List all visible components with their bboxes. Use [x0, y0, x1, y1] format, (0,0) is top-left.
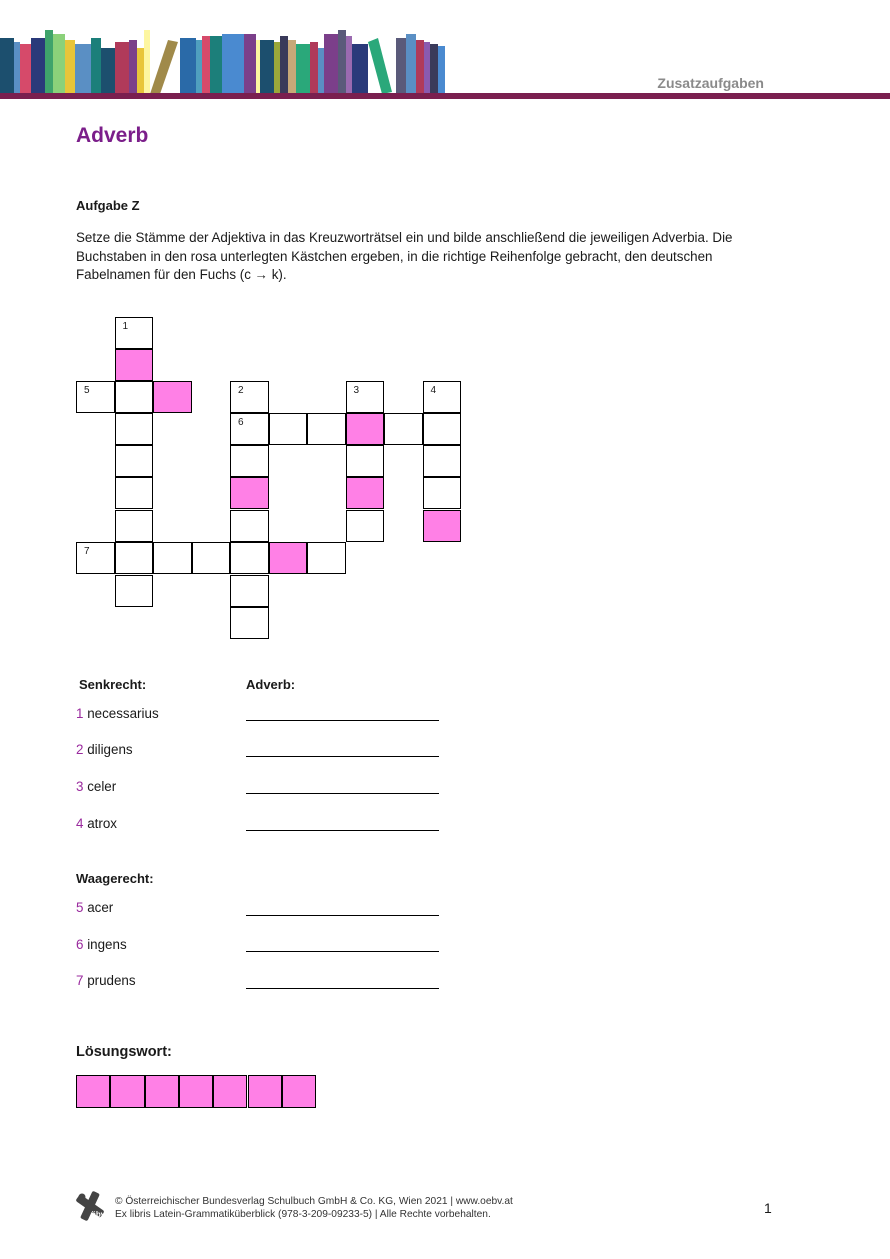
- crossword-cell[interactable]: [115, 542, 154, 574]
- solution-cell[interactable]: [110, 1075, 144, 1108]
- crossword-cell[interactable]: [269, 413, 308, 445]
- crossword-cell[interactable]: [307, 542, 346, 574]
- horizontal-heading: Waagerecht:: [76, 871, 154, 886]
- clue-item: 4 atrox: [76, 816, 117, 831]
- crossword-cell[interactable]: [153, 542, 192, 574]
- bookshelf-decoration: [0, 28, 450, 94]
- clue-number: 2: [238, 385, 244, 396]
- clue-item: 7 prudens: [76, 973, 136, 988]
- crossword-cell-highlighted[interactable]: [346, 413, 385, 445]
- crossword-cell[interactable]: [115, 477, 154, 509]
- crossword-cell-highlighted[interactable]: [269, 542, 308, 574]
- crossword-cell[interactable]: [115, 510, 154, 542]
- answer-line[interactable]: [246, 975, 439, 989]
- crossword-cell-highlighted[interactable]: [346, 477, 385, 509]
- crossword-cell[interactable]: [76, 381, 115, 413]
- solution-cell[interactable]: [248, 1075, 282, 1108]
- clue-number: 1: [122, 321, 129, 332]
- crossword-cell[interactable]: [423, 445, 462, 477]
- answer-line[interactable]: [246, 938, 439, 952]
- solution-cell[interactable]: [179, 1075, 213, 1108]
- crossword-cell[interactable]: [230, 542, 269, 574]
- answer-line[interactable]: [246, 780, 439, 794]
- solution-label: Lösungswort:: [76, 1044, 172, 1060]
- crossword-cell[interactable]: [230, 445, 269, 477]
- answer-line[interactable]: [246, 707, 439, 721]
- crossword-cell[interactable]: [307, 413, 346, 445]
- section-label: Zusatzaufgaben: [657, 75, 764, 91]
- crossword-cell[interactable]: [115, 381, 154, 413]
- clue-item: 6 ingens: [76, 937, 127, 952]
- crossword-cell[interactable]: [346, 445, 385, 477]
- crossword-cell[interactable]: [230, 607, 269, 639]
- solution-cell[interactable]: [282, 1075, 316, 1108]
- crossword-cell[interactable]: [346, 381, 385, 413]
- page-title: Adverb: [76, 124, 149, 147]
- crossword-cell[interactable]: [423, 413, 462, 445]
- solution-cell[interactable]: [145, 1075, 179, 1108]
- answer-line[interactable]: [246, 817, 439, 831]
- crossword-cell[interactable]: [230, 381, 269, 413]
- svg-text:öbv: öbv: [91, 1210, 106, 1219]
- crossword-cell-highlighted[interactable]: [230, 477, 269, 509]
- instruction-line: Fabelnamen für den Fuchs (c → k).: [76, 267, 287, 282]
- publisher-logo-icon: [74, 1190, 106, 1222]
- crossword-cell[interactable]: [230, 510, 269, 542]
- crossword-cell[interactable]: [76, 542, 115, 574]
- clue-number: 7: [84, 546, 90, 557]
- footer-copyright: © Österreichischer Bundesverlag Schulbuch GmbH & Co. KG, Wien 2021 | www.oebv.at Ex libris Latein-Grammatiküberblick (978-3-209-09233-5) | Alle Rechte vorbehalten.: [115, 1196, 513, 1220]
- crossword-cell-highlighted[interactable]: [115, 349, 154, 381]
- crossword-cell[interactable]: [346, 510, 385, 542]
- vertical-heading: Senkrecht:: [79, 677, 147, 692]
- instruction-line: Setze die Stämme der Adjektiva in das Kreuzworträtsel ein und bilde anschließend die jeweiligen Adverbia. Die: [76, 230, 733, 245]
- crossword-cell[interactable]: [192, 542, 231, 574]
- answer-line[interactable]: [246, 743, 439, 757]
- crossword-cell[interactable]: [230, 413, 269, 445]
- crossword-cell[interactable]: [230, 575, 269, 607]
- header-divider: [0, 93, 890, 99]
- crossword-cell-highlighted[interactable]: [423, 510, 462, 542]
- task-title: Aufgabe Z: [76, 198, 140, 213]
- instruction-line: Buchstaben in den rosa unterlegten Kästchen ergeben, in die richtige Reihenfolge gebracht, den deutschen: [76, 248, 713, 264]
- clue-item: 2 diligens: [76, 742, 133, 757]
- solution-cell[interactable]: [76, 1075, 110, 1108]
- crossword-cell-highlighted[interactable]: [153, 381, 192, 413]
- clue-item: 3 celer: [76, 779, 117, 794]
- clue-number: 6: [238, 417, 244, 428]
- page-number: 1: [764, 1200, 772, 1216]
- answer-line[interactable]: [246, 902, 439, 916]
- clue-item: 1 necessarius: [76, 706, 159, 721]
- clue-number: 3: [353, 385, 360, 396]
- clue-number: 5: [84, 385, 90, 396]
- crossword-cell[interactable]: [115, 317, 154, 349]
- task-instructions: [76, 229, 776, 285]
- crossword-cell[interactable]: [115, 413, 154, 445]
- crossword-cell[interactable]: [384, 413, 423, 445]
- adverb-heading: Adverb:: [246, 677, 296, 692]
- crossword-cell[interactable]: [423, 477, 462, 509]
- crossword-cell[interactable]: [115, 445, 154, 477]
- solution-cell[interactable]: [213, 1075, 247, 1108]
- crossword-cell[interactable]: [423, 381, 462, 413]
- clue-number: 4: [430, 385, 437, 396]
- crossword-cell[interactable]: [115, 575, 154, 607]
- clue-item: 5 acer: [76, 900, 114, 915]
